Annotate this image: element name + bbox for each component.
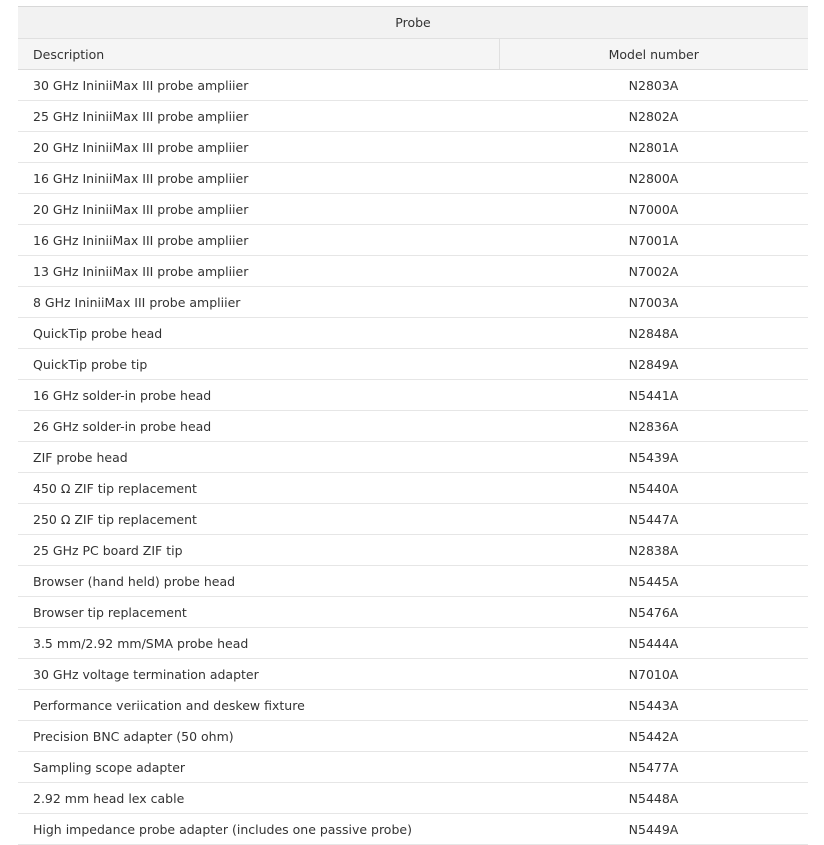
row-description: Browser (hand held) probe head: [18, 566, 499, 597]
table-header-row: [18, 39, 808, 70]
row-description: 8 GHz IniniiMax III probe ampliier: [18, 287, 499, 318]
column-header-model-number: Model number: [499, 39, 808, 70]
table-row: [18, 194, 808, 225]
row-model-number: N7002A: [499, 256, 808, 287]
row-description: 20 GHz IniniiMax III probe ampliier: [18, 194, 499, 225]
row-model-number: N5443A: [499, 690, 808, 721]
row-model-number: N2800A: [499, 163, 808, 194]
row-description: 13 GHz IniniiMax III probe ampliier: [18, 256, 499, 287]
row-model-number: N7000A: [499, 194, 808, 225]
probe-table-container: [18, 6, 808, 845]
row-model-number: N2848A: [499, 318, 808, 349]
row-description: QuickTip probe head: [18, 318, 499, 349]
row-description: 26 GHz solder-in probe head: [18, 411, 499, 442]
row-description: 3.5 mm/2.92 mm/SMA probe head: [18, 628, 499, 659]
table-row: [18, 70, 808, 101]
table-row: [18, 752, 808, 783]
table-title: Probe: [18, 7, 808, 39]
row-description: 20 GHz IniniiMax III probe ampliier: [18, 132, 499, 163]
table-body: [18, 70, 808, 845]
table-row: [18, 597, 808, 628]
table-row: [18, 442, 808, 473]
row-model-number: N2801A: [499, 132, 808, 163]
table-row: [18, 380, 808, 411]
row-description: 450 Ω ZIF tip replacement: [18, 473, 499, 504]
row-model-number: N5448A: [499, 783, 808, 814]
row-model-number: N2836A: [499, 411, 808, 442]
row-description: 25 GHz IniniiMax III probe ampliier: [18, 101, 499, 132]
row-model-number: N2838A: [499, 535, 808, 566]
table-row: [18, 721, 808, 752]
row-model-number: N5440A: [499, 473, 808, 504]
table-row: [18, 690, 808, 721]
table-row: [18, 287, 808, 318]
row-model-number: N5477A: [499, 752, 808, 783]
row-description: 250 Ω ZIF tip replacement: [18, 504, 499, 535]
row-description: Performance veriication and deskew fixture: [18, 690, 499, 721]
row-description: 16 GHz IniniiMax III probe ampliier: [18, 225, 499, 256]
table-row: [18, 659, 808, 690]
table-row: [18, 225, 808, 256]
table-row: [18, 504, 808, 535]
table-row: [18, 411, 808, 442]
table-row: [18, 473, 808, 504]
row-model-number: N2803A: [499, 70, 808, 101]
table-row: [18, 628, 808, 659]
row-description: 30 GHz IniniiMax III probe ampliier: [18, 70, 499, 101]
table-title-row: [18, 7, 808, 39]
row-model-number: N5439A: [499, 442, 808, 473]
row-description: Precision BNC adapter (50 ohm): [18, 721, 499, 752]
row-model-number: N5445A: [499, 566, 808, 597]
row-model-number: N2849A: [499, 349, 808, 380]
table-row: [18, 318, 808, 349]
table-row: [18, 349, 808, 380]
table-row: [18, 256, 808, 287]
row-description: Sampling scope adapter: [18, 752, 499, 783]
row-model-number: N5444A: [499, 628, 808, 659]
row-description: Browser tip replacement: [18, 597, 499, 628]
row-model-number: N5449A: [499, 814, 808, 845]
table-row: [18, 783, 808, 814]
row-model-number: N5442A: [499, 721, 808, 752]
table-row: [18, 163, 808, 194]
table-row: [18, 101, 808, 132]
row-description: High impedance probe adapter (includes one passive probe): [18, 814, 499, 845]
table-row: [18, 132, 808, 163]
row-model-number: N2802A: [499, 101, 808, 132]
row-model-number: N7003A: [499, 287, 808, 318]
row-description: 25 GHz PC board ZIF tip: [18, 535, 499, 566]
row-model-number: N5441A: [499, 380, 808, 411]
row-description: QuickTip probe tip: [18, 349, 499, 380]
table-row: [18, 535, 808, 566]
row-model-number: N5476A: [499, 597, 808, 628]
row-description: 2.92 mm head lex cable: [18, 783, 499, 814]
row-description: 30 GHz voltage termination adapter: [18, 659, 499, 690]
probe-table: [18, 6, 808, 845]
row-description: 16 GHz IniniiMax III probe ampliier: [18, 163, 499, 194]
column-header-description: Description: [18, 39, 499, 70]
row-description: ZIF probe head: [18, 442, 499, 473]
table-row: [18, 566, 808, 597]
row-model-number: N5447A: [499, 504, 808, 535]
row-description: 16 GHz solder-in probe head: [18, 380, 499, 411]
row-model-number: N7001A: [499, 225, 808, 256]
row-model-number: N7010A: [499, 659, 808, 690]
